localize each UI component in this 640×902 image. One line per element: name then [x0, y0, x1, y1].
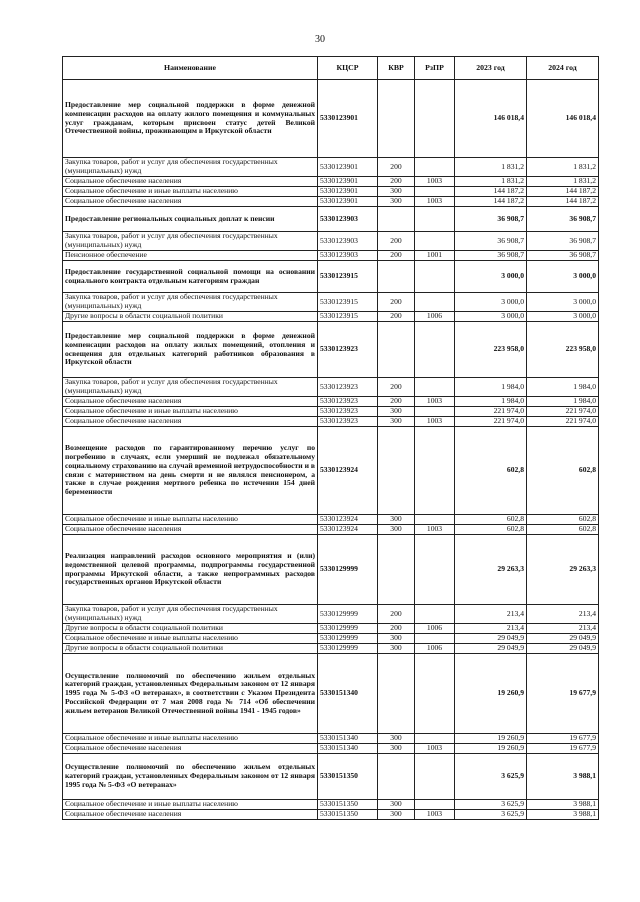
cell-2023: 223 958,0 — [455, 322, 527, 378]
cell-rzpr — [415, 207, 455, 232]
cell-kcsr: 5330123923 — [318, 322, 378, 378]
cell-kcsr: 5330123915 — [318, 261, 378, 293]
cell-name: Социальное обеспечение и иные выплаты населению — [63, 800, 318, 810]
cell-kcsr: 5330129999 — [318, 535, 378, 605]
table-row-main — [63, 80, 599, 158]
cell-2023: 19 260,9 — [455, 654, 527, 734]
cell-2024: 19 677,9 — [527, 654, 599, 734]
cell-2023: 3 000,0 — [455, 261, 527, 293]
table-row-main — [63, 207, 599, 232]
table-row-main — [63, 322, 599, 378]
table-row — [63, 734, 599, 744]
cell-2024: 1 831,2 — [527, 177, 599, 187]
cell-2024: 146 018,4 — [527, 80, 599, 158]
cell-name: Социальное обеспечение населения — [63, 177, 318, 187]
table-row-main — [63, 261, 599, 293]
cell-2024: 602,8 — [527, 515, 599, 525]
table-row — [63, 197, 599, 207]
cell-2024: 213,4 — [527, 624, 599, 634]
cell-kvr: 200 — [378, 378, 415, 397]
cell-rzpr: 1006 — [415, 624, 455, 634]
table-row — [63, 810, 599, 820]
cell-kcsr: 5330123923 — [318, 417, 378, 427]
cell-rzpr — [415, 634, 455, 644]
cell-2024: 213,4 — [527, 605, 599, 624]
cell-2023: 3 000,0 — [455, 293, 527, 312]
cell-name: Социальное обеспечение населения — [63, 810, 318, 820]
cell-name: Закупка товаров, работ и услуг для обеспечения государственных (муниципальных) нужд — [63, 605, 318, 624]
cell-kcsr: 5330151340 — [318, 654, 378, 734]
header-kcsr: КЦСР — [318, 57, 378, 80]
cell-name: Социальное обеспечение населения — [63, 744, 318, 754]
cell-2023: 146 018,4 — [455, 80, 527, 158]
table-row — [63, 744, 599, 754]
cell-name: Другие вопросы в области социальной политики — [63, 644, 318, 654]
cell-kvr: 300 — [378, 634, 415, 644]
cell-rzpr — [415, 535, 455, 605]
cell-2024: 3 000,0 — [527, 312, 599, 322]
cell-kvr: 300 — [378, 525, 415, 535]
cell-2024: 223 958,0 — [527, 322, 599, 378]
table-row — [63, 187, 599, 197]
cell-2024: 19 677,9 — [527, 744, 599, 754]
cell-rzpr: 1001 — [415, 251, 455, 261]
cell-2023: 221 974,0 — [455, 407, 527, 417]
cell-rzpr: 1003 — [415, 744, 455, 754]
cell-2024: 36 908,7 — [527, 251, 599, 261]
cell-rzpr — [415, 187, 455, 197]
cell-kcsr: 5330151350 — [318, 754, 378, 800]
cell-name: Социальное обеспечение населения — [63, 417, 318, 427]
cell-kcsr: 5330123903 — [318, 251, 378, 261]
cell-kvr: 200 — [378, 605, 415, 624]
cell-name: Социальное обеспечение и иные выплаты населению — [63, 634, 318, 644]
cell-rzpr: 1003 — [415, 177, 455, 187]
cell-2023: 19 260,9 — [455, 744, 527, 754]
cell-2024: 3 000,0 — [527, 293, 599, 312]
cell-2024: 602,8 — [527, 525, 599, 535]
budget-table — [62, 56, 599, 820]
cell-kcsr: 5330129999 — [318, 644, 378, 654]
cell-2024: 221 974,0 — [527, 417, 599, 427]
cell-name: Реализация направлений расходов основного мероприятия и (или) ведомственной целевой программы, подпрограммы государственной программы Иркутской области, а также непрограммных расходов государственных органов Иркутской области — [63, 535, 318, 605]
cell-kvr — [378, 654, 415, 734]
cell-name: Предоставление региональных социальных доплат к пенсии — [63, 207, 318, 232]
table-row — [63, 378, 599, 397]
cell-name: Закупка товаров, работ и услуг для обеспечения государственных (муниципальных) нужд — [63, 158, 318, 177]
cell-2023: 221 974,0 — [455, 417, 527, 427]
table-row — [63, 800, 599, 810]
cell-kcsr: 5330123924 — [318, 515, 378, 525]
cell-kvr: 300 — [378, 644, 415, 654]
cell-name: Закупка товаров, работ и услуг для обеспечения государственных (муниципальных) нужд — [63, 378, 318, 397]
cell-2023: 36 908,7 — [455, 251, 527, 261]
cell-kvr: 300 — [378, 515, 415, 525]
cell-name: Предоставление мер социальной поддержки в форме денежной компенсации расходов на оплату жилого помещения и коммунальных услуг гражданам, которым присвоен статус детей Великой Отечественной войны, проживающим в Иркутской области — [63, 80, 318, 158]
cell-2024: 3 000,0 — [527, 261, 599, 293]
cell-rzpr — [415, 515, 455, 525]
table-row — [63, 232, 599, 251]
cell-rzpr — [415, 80, 455, 158]
cell-2023: 29 049,9 — [455, 644, 527, 654]
cell-name: Закупка товаров, работ и услуг для обеспечения государственных (муниципальных) нужд — [63, 293, 318, 312]
cell-rzpr: 1003 — [415, 417, 455, 427]
cell-kvr: 200 — [378, 397, 415, 407]
cell-2023: 144 187,2 — [455, 197, 527, 207]
cell-kcsr: 5330151350 — [318, 810, 378, 820]
cell-kcsr: 5330123901 — [318, 177, 378, 187]
cell-name: Пенсионное обеспечение — [63, 251, 318, 261]
cell-2023: 602,8 — [455, 525, 527, 535]
cell-kcsr: 5330129999 — [318, 634, 378, 644]
cell-kvr: 300 — [378, 734, 415, 744]
cell-kcsr: 5330123923 — [318, 397, 378, 407]
cell-rzpr: 1003 — [415, 197, 455, 207]
cell-rzpr — [415, 158, 455, 177]
cell-2024: 602,8 — [527, 427, 599, 515]
cell-2023: 3 625,9 — [455, 800, 527, 810]
cell-kvr — [378, 535, 415, 605]
table-body — [63, 80, 599, 820]
cell-kcsr: 5330123923 — [318, 378, 378, 397]
cell-rzpr — [415, 605, 455, 624]
cell-kvr — [378, 261, 415, 293]
cell-kvr — [378, 322, 415, 378]
cell-rzpr — [415, 293, 455, 312]
cell-rzpr: 1006 — [415, 644, 455, 654]
cell-kvr: 300 — [378, 187, 415, 197]
table-row-main — [63, 535, 599, 605]
cell-2023: 1 831,2 — [455, 158, 527, 177]
cell-name: Закупка товаров, работ и услуг для обеспечения государственных (муниципальных) нужд — [63, 232, 318, 251]
cell-rzpr — [415, 261, 455, 293]
table-row-main — [63, 754, 599, 800]
cell-rzpr — [415, 800, 455, 810]
cell-2024: 19 677,9 — [527, 734, 599, 744]
cell-2023: 29 263,3 — [455, 535, 527, 605]
cell-rzpr: 1003 — [415, 810, 455, 820]
cell-2023: 3 000,0 — [455, 312, 527, 322]
table-row — [63, 251, 599, 261]
cell-kvr: 200 — [378, 312, 415, 322]
cell-name: Осуществление полномочий по обеспечению жильем отдельных категорий граждан, установленных Федеральным законом от 12 января 1995 года № 5-ФЗ «О ветеранах», в соответствии с Указом Президента Российской Федерации от 7 мая 2008 года № 714 «Об обеспечении жильем ветеранов Великой Отечественной войны 1941 - 1945 годов» — [63, 654, 318, 734]
cell-2023: 1 831,2 — [455, 177, 527, 187]
cell-2023: 602,8 — [455, 427, 527, 515]
cell-kcsr: 5330123901 — [318, 197, 378, 207]
cell-2024: 3 988,1 — [527, 800, 599, 810]
page-number: 30 — [315, 34, 325, 45]
cell-kvr: 200 — [378, 232, 415, 251]
table-row — [63, 634, 599, 644]
cell-2024: 144 187,2 — [527, 197, 599, 207]
cell-2023: 36 908,7 — [455, 207, 527, 232]
cell-kvr — [378, 80, 415, 158]
cell-2024: 1 984,0 — [527, 378, 599, 397]
cell-kvr: 300 — [378, 744, 415, 754]
cell-name: Предоставление мер социальной поддержки в форме денежной компенсации расходов на оплату жилых помещений, отопления и освещения для отдельных категорий работников образования в Иркутской области — [63, 322, 318, 378]
cell-kvr: 300 — [378, 407, 415, 417]
cell-kvr — [378, 207, 415, 232]
cell-kcsr: 5330123923 — [318, 407, 378, 417]
table-header-row — [63, 57, 599, 80]
cell-kvr: 300 — [378, 417, 415, 427]
cell-name: Возмещение расходов по гарантированному перечню услуг по погребению в случаях, если умерший не подлежал обязательному социальному страхованию на случай временной нетрудоспособности и в связи с материнством на день смерти и не являлся пенсионером, а также в случае рождения мертвого ребенка по истечении 154 дней беременности — [63, 427, 318, 515]
cell-rzpr — [415, 654, 455, 734]
cell-2023: 1 984,0 — [455, 397, 527, 407]
table-row — [63, 525, 599, 535]
cell-kcsr: 5330123903 — [318, 207, 378, 232]
cell-kvr: 300 — [378, 197, 415, 207]
cell-kvr: 200 — [378, 177, 415, 187]
table-row — [63, 417, 599, 427]
cell-2024: 29 049,9 — [527, 634, 599, 644]
cell-name: Социальное обеспечение и иные выплаты населению — [63, 187, 318, 197]
cell-2023: 3 625,9 — [455, 810, 527, 820]
cell-kcsr: 5330123915 — [318, 312, 378, 322]
header-2023: 2023 год — [455, 57, 527, 80]
cell-name: Социальное обеспечение населения — [63, 197, 318, 207]
cell-rzpr — [415, 754, 455, 800]
cell-name: Предоставление государственной социальной помощи на основании социального контракта отдельным категориям граждан — [63, 261, 318, 293]
cell-2023: 29 049,9 — [455, 634, 527, 644]
cell-kvr: 200 — [378, 158, 415, 177]
cell-rzpr: 1003 — [415, 525, 455, 535]
cell-name: Осуществление полномочий по обеспечению жильем отдельных категорий граждан, установленных Федеральным законом от 12 января 1995 года № 5-ФЗ «О ветеранах» — [63, 754, 318, 800]
cell-kcsr: 5330129999 — [318, 605, 378, 624]
cell-name: Социальное обеспечение населения — [63, 397, 318, 407]
cell-kvr — [378, 427, 415, 515]
cell-kcsr: 5330123924 — [318, 525, 378, 535]
cell-2024: 3 988,1 — [527, 810, 599, 820]
cell-name: Социальное обеспечение и иные выплаты населению — [63, 407, 318, 417]
header-rzpr: РзПР — [415, 57, 455, 80]
cell-2023: 213,4 — [455, 624, 527, 634]
cell-2023: 1 984,0 — [455, 378, 527, 397]
header-2024: 2024 год — [527, 57, 599, 80]
cell-2024: 1 831,2 — [527, 158, 599, 177]
cell-2023: 144 187,2 — [455, 187, 527, 197]
table-row-main — [63, 654, 599, 734]
cell-2024: 36 908,7 — [527, 232, 599, 251]
cell-kvr: 300 — [378, 810, 415, 820]
cell-kcsr: 5330151340 — [318, 744, 378, 754]
cell-rzpr — [415, 734, 455, 744]
cell-rzpr — [415, 427, 455, 515]
table-row — [63, 407, 599, 417]
cell-2024: 221 974,0 — [527, 407, 599, 417]
table-row — [63, 312, 599, 322]
cell-2023: 3 625,9 — [455, 754, 527, 800]
cell-name: Социальное обеспечение и иные выплаты населению — [63, 515, 318, 525]
cell-2024: 1 984,0 — [527, 397, 599, 407]
cell-kvr — [378, 754, 415, 800]
cell-2023: 19 260,9 — [455, 734, 527, 744]
cell-kcsr: 5330129999 — [318, 624, 378, 634]
cell-rzpr: 1003 — [415, 397, 455, 407]
table-row — [63, 293, 599, 312]
cell-kcsr: 5330123901 — [318, 187, 378, 197]
cell-2023: 36 908,7 — [455, 232, 527, 251]
cell-name: Другие вопросы в области социальной политики — [63, 312, 318, 322]
cell-name: Социальное обеспечение населения — [63, 525, 318, 535]
cell-rzpr — [415, 322, 455, 378]
cell-name: Социальное обеспечение и иные выплаты населению — [63, 734, 318, 744]
table-row — [63, 644, 599, 654]
cell-kcsr: 5330123901 — [318, 80, 378, 158]
cell-kvr: 300 — [378, 800, 415, 810]
cell-rzpr: 1006 — [415, 312, 455, 322]
header-name: Наименование — [63, 57, 318, 80]
cell-kvr: 200 — [378, 624, 415, 634]
cell-rzpr — [415, 407, 455, 417]
cell-2024: 144 187,2 — [527, 187, 599, 197]
table-row — [63, 158, 599, 177]
table-row — [63, 605, 599, 624]
cell-rzpr — [415, 378, 455, 397]
cell-2024: 36 908,7 — [527, 207, 599, 232]
cell-kcsr: 5330123915 — [318, 293, 378, 312]
table-row — [63, 624, 599, 634]
cell-2023: 602,8 — [455, 515, 527, 525]
table-row — [63, 177, 599, 187]
cell-kcsr: 5330151340 — [318, 734, 378, 744]
cell-2024: 29 263,3 — [527, 535, 599, 605]
cell-name: Другие вопросы в области социальной политики — [63, 624, 318, 634]
cell-kcsr: 5330151350 — [318, 800, 378, 810]
cell-2023: 213,4 — [455, 605, 527, 624]
cell-kvr: 200 — [378, 293, 415, 312]
table-row — [63, 515, 599, 525]
table-row-main — [63, 427, 599, 515]
cell-kcsr: 5330123924 — [318, 427, 378, 515]
table-row — [63, 397, 599, 407]
cell-kcsr: 5330123903 — [318, 232, 378, 251]
header-kvr: КВР — [378, 57, 415, 80]
cell-kcsr: 5330123901 — [318, 158, 378, 177]
cell-2024: 29 049,9 — [527, 644, 599, 654]
cell-2024: 3 988,1 — [527, 754, 599, 800]
cell-rzpr — [415, 232, 455, 251]
cell-kvr: 200 — [378, 251, 415, 261]
